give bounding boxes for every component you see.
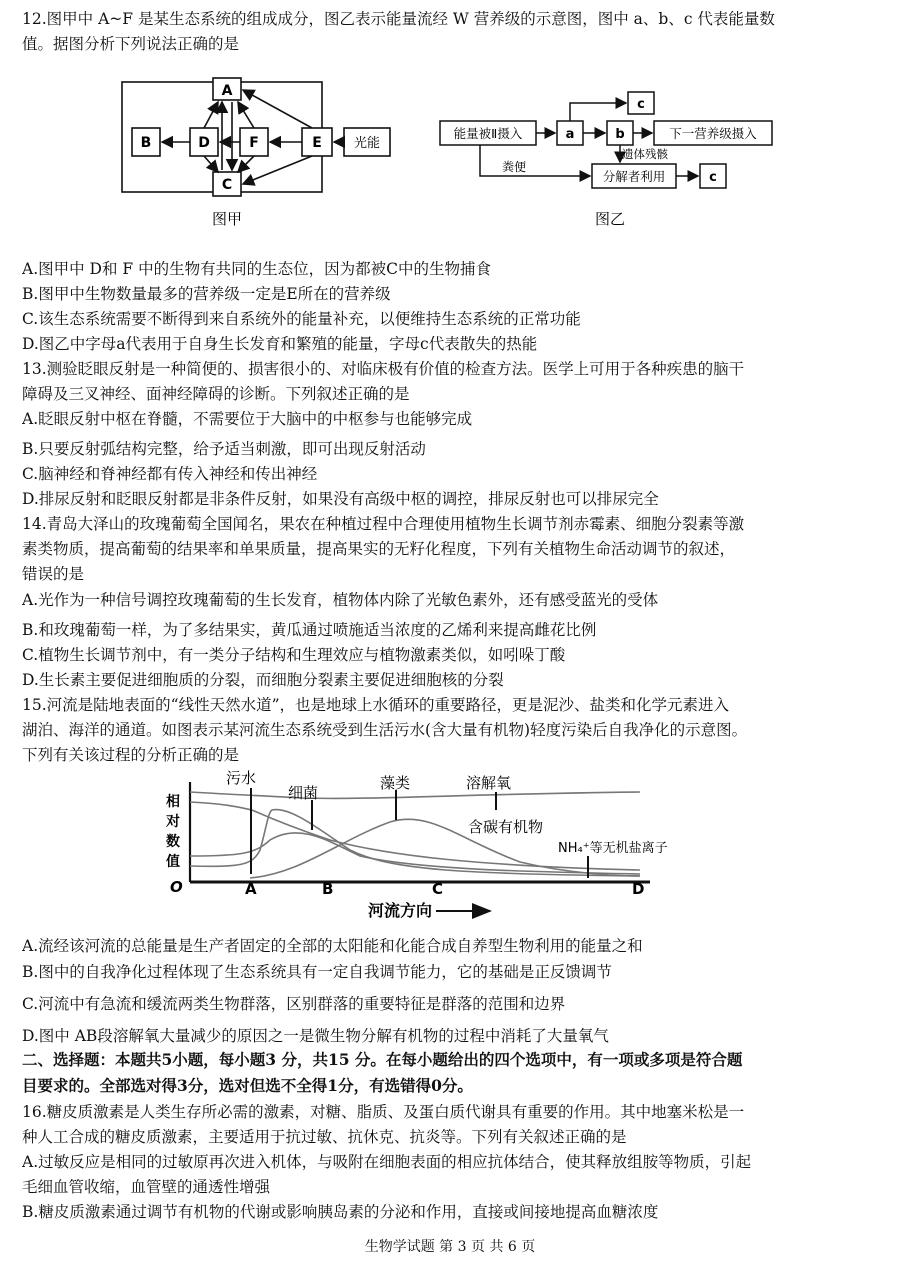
tick-d: D bbox=[632, 880, 645, 898]
node-a: A bbox=[221, 83, 233, 99]
node-light: 光能 bbox=[353, 136, 381, 151]
q14-option-d: D.生长素主要促进细胞质的分裂，而细胞分裂素主要促进细胞核的分裂 bbox=[22, 671, 504, 689]
q14-option-c: C.植物生长调节剂中，有一类分子结构和生理效应与植物激素类似，如吲哚丁酸 bbox=[22, 646, 566, 664]
q13-option-a: A.眨眼反射中枢在脊髓，不需要位于大脑中的中枢参与也能够完成 bbox=[22, 410, 473, 428]
q15-stem-line1: 15.河流是陆地表面的“线性天然水道”，也是地球上水循环的重要路径，更是泥沙、盐类和化学元素进入 bbox=[22, 696, 730, 714]
label-ions: NH₄⁺等无机盐离子 bbox=[558, 841, 668, 856]
page-footer: 生物学试题 第 3 页 共 6 页 bbox=[364, 1239, 536, 1255]
q12-stem-line1: 12.图甲中 A~F 是某生态系统的组成成分，图乙表示能量流经 W 营养级的示意图，图中 a、b、c 代表能量数 bbox=[22, 10, 775, 28]
q16-stem-line2: 种人工合成的糖皮质激素，主要适用于抗过敏、抗休克、抗炎等。下列有关叙述正确的是 bbox=[22, 1128, 627, 1146]
q14-option-b: B.和玫瑰葡萄一样，为了多结果实，黄瓜通过喷施适当浓度的乙烯利来提高雌花比例 bbox=[22, 621, 597, 639]
q15-stem-line2: 湖泊、海洋的通道。如图表示某河流生态系统受到生活污水(含大量有机物)轻度污染后自我净化的示意图。 bbox=[22, 721, 748, 739]
yi-a: a bbox=[565, 127, 575, 142]
y-label-1: 相 bbox=[166, 794, 180, 810]
tick-a: A bbox=[245, 880, 257, 898]
yi-intake: 能量被Ⅱ摄入 bbox=[453, 126, 523, 141]
q16-option-a-line1: A.过敏反应是相同的过敏原再次进入机体，与吸附在细胞表面的相应抗体结合，使其释放组胺等物质，引起 bbox=[22, 1153, 752, 1171]
q16-stem-line1: 16.糖皮质激素是人类生存所必需的激素，对糖、脂质、及蛋白质代谢具有重要的作用。其中地塞米松是一 bbox=[22, 1103, 745, 1121]
x-axis-label: 河流方向 bbox=[368, 901, 433, 920]
y-label-2: 对 bbox=[166, 814, 180, 830]
yi-decomposer: 分解者利用 bbox=[602, 169, 666, 184]
section2-heading-line2: 目要求的。全部选对得3分，选对但选不全得1分，有选错得0分。 bbox=[22, 1076, 473, 1095]
q13-option-b: B.只要反射弧结构完整，给予适当刺激，即可出现反射活动 bbox=[22, 440, 426, 458]
node-f: F bbox=[249, 135, 259, 151]
q15-option-c: C.河流中有急流和缓流两类生物群落，区别群落的重要特征是群落的范围和边界 bbox=[22, 995, 566, 1013]
q12-option-b: B.图甲中生物数量最多的营养级一定是E所在的营养级 bbox=[22, 285, 391, 303]
q13-stem-line2: 障碍及三叉神经、面神经障碍的诊断。下列叙述正确的是 bbox=[22, 385, 410, 403]
q15-option-b: B.图中的自我净化过程体现了生态系统具有一定自我调节能力，它的基础是正反馈调节 bbox=[22, 963, 612, 981]
q12-option-a: A.图甲中 D和 F 中的生物有共同的生态位，因为都被C中的生物捕食 bbox=[22, 260, 491, 278]
figure-yi-caption: 图乙 bbox=[594, 210, 626, 228]
y-label-3: 数 bbox=[166, 834, 180, 850]
label-oxygen: 溶解氧 bbox=[466, 774, 512, 792]
q13-stem-line1: 13.测验眨眼反射是一种简便的、损害很小的、对临床极有价值的检查方法。医学上可用于各种疾患的脑干 bbox=[22, 360, 745, 378]
q14-stem-line3: 错误的是 bbox=[22, 565, 85, 583]
tick-o: O bbox=[170, 878, 183, 896]
q14-option-a: A.光作为一种信号调控玫瑰葡萄的生长发育，植物体内除了光敏色素外，还有感受蓝光的受体 bbox=[22, 591, 659, 609]
yi-feces: 粪便 bbox=[501, 160, 527, 174]
node-d: D bbox=[198, 135, 210, 151]
q12-stem-line2: 值。据图分析下列说法正确的是 bbox=[22, 35, 240, 53]
yi-c-top: c bbox=[637, 97, 645, 112]
q13-option-c: C.脑神经和脊神经都有传入神经和传出神经 bbox=[22, 465, 318, 483]
section2-heading-line1: 二、选择题：本题共5小题，每小题3 分，共15 分。在每小题给出的四个选项中，有一项或多项是符合题 bbox=[22, 1050, 743, 1069]
yi-next-level: 下一营养级摄入 bbox=[669, 126, 757, 141]
figure-yi bbox=[432, 88, 777, 236]
q15-stem-line3: 下列有关该过程的分析正确的是 bbox=[22, 746, 240, 764]
label-algae: 藻类 bbox=[380, 774, 411, 792]
tick-c: C bbox=[432, 880, 444, 898]
river-chart bbox=[160, 770, 700, 925]
yi-remains: 遗体残骸 bbox=[622, 147, 668, 161]
yi-c-bottom: c bbox=[709, 170, 717, 185]
node-b: B bbox=[140, 135, 152, 151]
q12-option-d: D.图乙中字母a代表用于自身生长发育和繁殖的能量，字母c代表散失的热能 bbox=[22, 335, 538, 353]
organic-carbon-curve bbox=[190, 802, 640, 870]
dissolved-oxygen-curve bbox=[190, 792, 640, 798]
q16-option-b: B.糖皮质激素通过调节有机物的代谢或影响胰岛素的分泌和作用，直接或间接地提高血糖浓度 bbox=[22, 1203, 659, 1221]
tick-b: B bbox=[322, 880, 334, 898]
q15-option-a: A.流经该河流的总能量是生产者固定的全部的太阳能和化能合成自养型生物利用的能量之和 bbox=[22, 937, 643, 955]
q13-option-d: D.排尿反射和眨眼反射都是非条件反射，如果没有高级中枢的调控，排尿反射也可以排尿完全 bbox=[22, 490, 659, 508]
q14-stem-line1: 14.青岛大泽山的玫瑰葡萄全国闻名，果农在种植过程中合理使用植物生长调节剂赤霉素、细胞分裂素等激 bbox=[22, 515, 745, 533]
q12-option-c: C.该生态系统需要不断得到来自系统外的能量补充，以便维持生态系统的正常功能 bbox=[22, 310, 581, 328]
y-label-4: 值 bbox=[166, 854, 180, 870]
figure-jia-caption: 图甲 bbox=[211, 210, 243, 228]
node-e: E bbox=[312, 135, 322, 151]
q15-option-d: D.图中 AB段溶解氧大量减少的原因之一是微生物分解有机物的过程中消耗了大量氧气 bbox=[22, 1027, 609, 1045]
yi-b: b bbox=[615, 127, 625, 142]
figure-jia bbox=[112, 72, 402, 234]
label-organic-carbon: 含碳有机物 bbox=[468, 818, 544, 836]
node-c: C bbox=[221, 177, 233, 193]
label-bacteria: 细菌 bbox=[288, 784, 319, 802]
label-sewage: 污水 bbox=[226, 770, 257, 787]
q14-stem-line2: 素类物质，提高葡萄的结果率和单果质量，提高果实的无籽化程度，下列有关植物生命活动调节的叙述， bbox=[22, 540, 736, 558]
q16-option-a-line2: 毛细血管收缩，血管壁的通透性增强 bbox=[22, 1178, 271, 1196]
